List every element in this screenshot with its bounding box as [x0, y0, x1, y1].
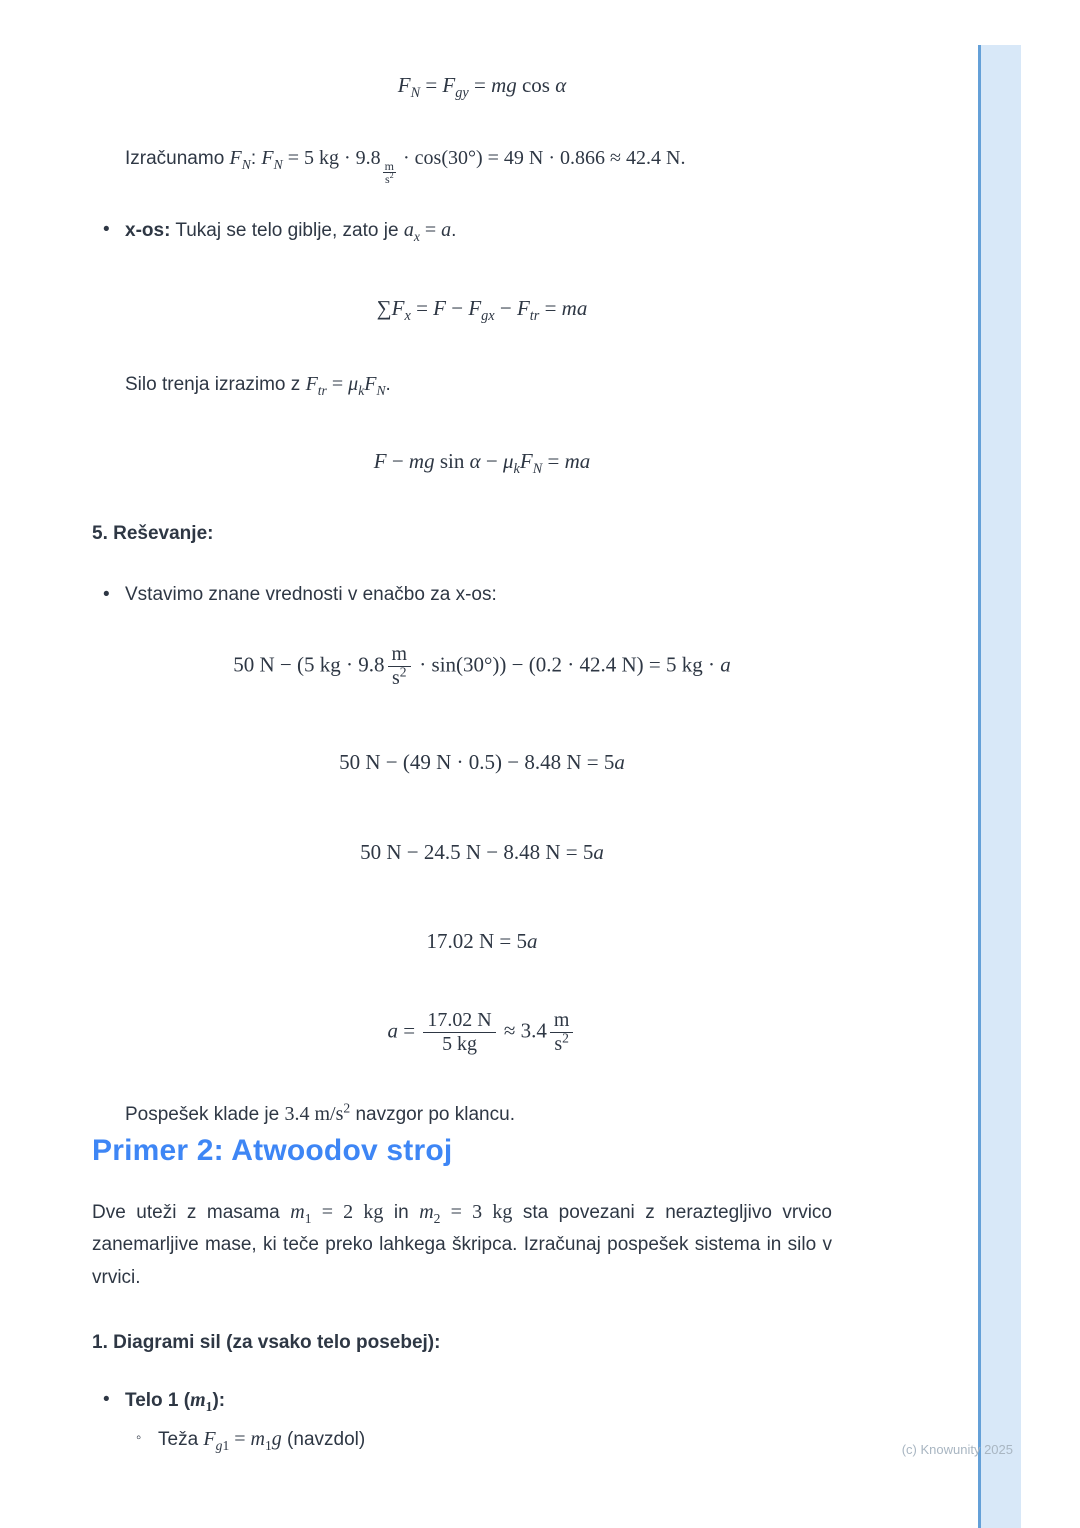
- bullet-telo1-text: Telo 1 $(m_1)$:: [125, 1389, 226, 1415]
- bullet-x-os-text: x-os: Tukaj se telo giblje, zato je $a_x = a$.: [125, 218, 457, 244]
- eq-normal-force: $F_N = F_{gy}$ = mg cos α: [397, 73, 567, 102]
- subbullet-teza: [136, 1425, 872, 1454]
- para-pospesek: Pospešek klade je 3.4 $m/s^2$ navzgor po klancu.: [125, 1100, 515, 1126]
- bullet-dot-icon: •: [103, 218, 110, 240]
- bullet-dot-icon: •: [103, 1389, 110, 1411]
- page-content: [92, 0, 872, 1454]
- eq-acceleration-result: a = $\frac{17.02 N}{5 kg}$ ≈ 3.4 $\frac{m}{s^2}$: [92, 1009, 872, 1056]
- eq-newton-x: F − mg $\sin \alpha - \mu_kF_N$ = ma: [373, 449, 591, 478]
- bullet-telo1: [103, 1386, 872, 1415]
- para-silo-trenja: Silo trenja izrazimo z $F_{tr} = \mu_kF_N$.: [125, 373, 391, 399]
- subbullet-teza-text: Teža $F_{g1} = m_1g$ (navzdol): [158, 1428, 366, 1454]
- eq-simplify-2: 50 N − 24.5 N − 8.48 N = 5a: [360, 839, 604, 864]
- eq-sum-fx: $\sum F_x = F - F_{gx} - F_{tr}$ = ma: [376, 295, 588, 325]
- eq-simplify-3: 17.02 N = 5a: [426, 929, 538, 954]
- bullet-x-os: [103, 216, 872, 245]
- scrollbar[interactable]: [978, 45, 1021, 1528]
- eq-simplify-1: 50 N − (49 N · 0.5) − 8.48 N = 5a: [339, 750, 625, 775]
- para-primer2-intro: Dve uteži z masama $m_1 = 2$ kg in $m_2 = 3$ kg sta povezani z neraztegljivo vrvico zanemarljive mase, ki teče preko lahkega škripca. Izračunaj pospešek sistema in silo v vrvici.: [92, 1200, 832, 1289]
- heading-resevanje: 5. Reševanje:: [92, 523, 214, 545]
- heading-diagrami: 1. Diagrami sil (za vsako telo posebej):: [92, 1331, 441, 1353]
- heading-primer2: Primer 2: Atwoodov stroj: [92, 1134, 453, 1168]
- bullet-vstavimo-text: Vstavimo znane vrednosti v enačbo za x-os:: [125, 584, 497, 606]
- bullet-vstavimo: [103, 581, 872, 609]
- bullet-dot-icon: •: [103, 584, 110, 606]
- para-izracunamo: Izračunamo $F_N$: $F_N = 5$ kg · 9.8 $\frac{m}{s^2}$ · cos(30°) = 49 N · 0.866 ≈ 42.4 N.: [125, 147, 686, 187]
- eq-substitution: 50 N − (5 kg · 9.8 $\frac{m}{s^2}$ · sin(30°)) − (0.2 · 42.4 N) = 5 kg · a: [233, 642, 731, 689]
- footer-copyright: (c) Knowunity 2025: [901, 1442, 1013, 1457]
- circle-bullet-icon: ◦: [136, 1429, 142, 1447]
